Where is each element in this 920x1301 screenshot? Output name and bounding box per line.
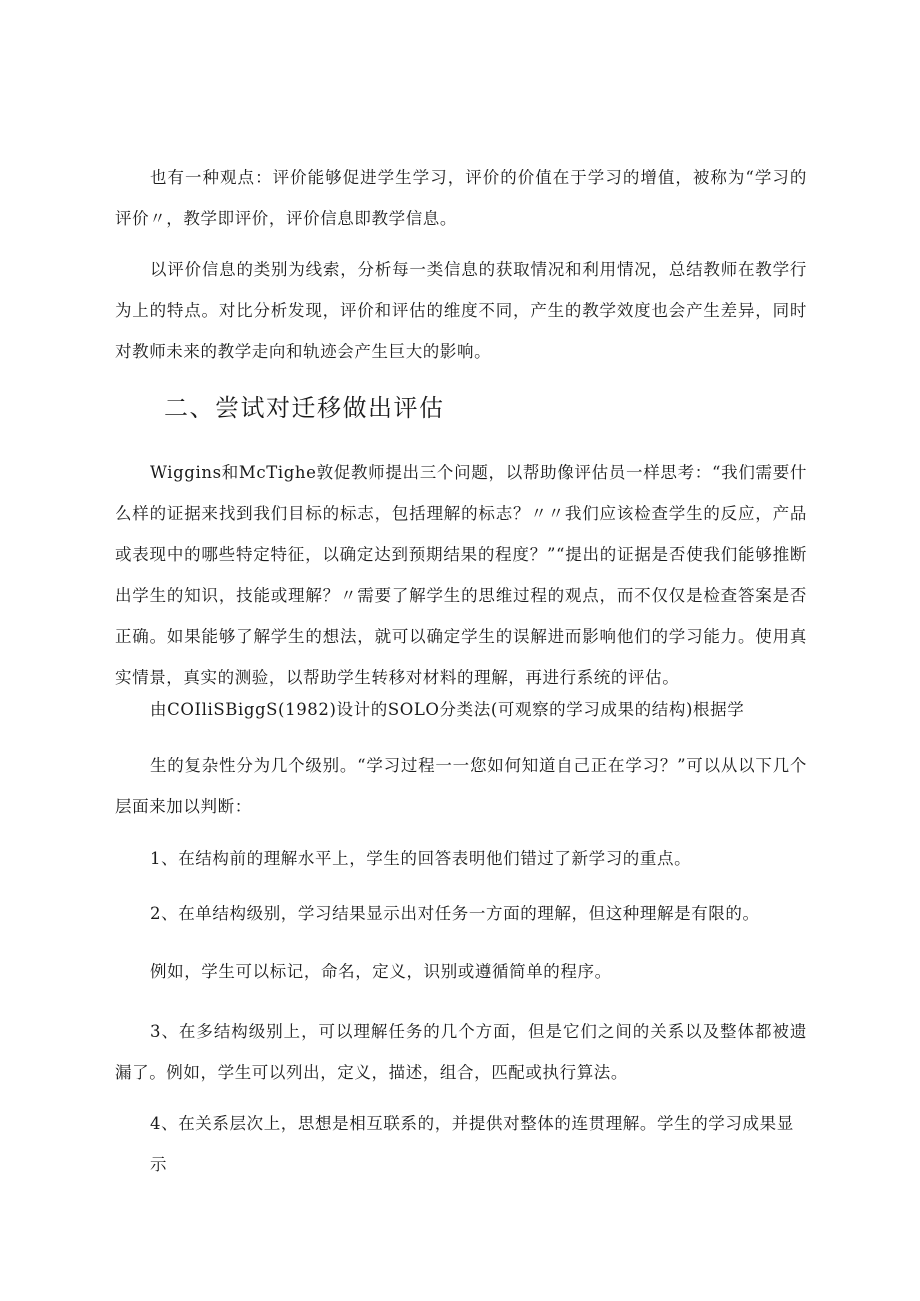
section-heading: 二、尝试对迁移做出评估: [164, 394, 445, 422]
paragraph-solo-levels: 生的复杂性分为几个级别。“学习过程一一您如何知道自己正在学习？”可以从以下几个层面来加以判断：: [115, 756, 807, 816]
paragraph-wiggins-mctighe: Wiggins和McTighe敦促教师提出三个问题，以帮助像评估员一样思考：“我们需要什么样的证据来找到我们目标的标志，包括理解的标志？〃〃我们应该检查学生的反应，产品或表现中的哪些特定特征，以确定达到预期结果的程度？”“提出的证据是否使我们能够推断出学生的知识，技能或理解？〃需要了解学生的思维过程的观点，而不仅仅是检查答案是否正确。如果能够了解学生的想法，就可以确定学生的误解进而影响他们的学习能力。使用真实情景，真实的测验，以帮助学生转移对材料的理解，再进行系统的评估。: [115, 463, 807, 687]
paragraph-evaluation-info: 以评价信息的类别为线索，分析每一类信息的获取情况和利用情况，总结教师在教学行为上的特点。对比分析发现，评价和评估的维度不同，产生的教学效度也会产生差异，同时对教师未来的教学走向和轨迹会产生巨大的影响。: [115, 260, 807, 361]
list-item-unistructural: 2、在单结构级别，学习结果显示出对任务一方面的理解，但这种理解是有限的。: [150, 904, 760, 923]
list-item-prestructural: 1、在结构前的理解水平上，学生的回答表明他们错过了新学习的重点。: [150, 849, 692, 868]
paragraph-learning-evaluation: 也有一种观点：评价能够促进学生学习，评价的价值在于学习的增值，被称为“学习的评价〃，教学即评价，评价信息即教学信息。: [115, 168, 807, 228]
list-item-multistructural: 3、在多结构级别上，可以理解任务的几个方面，但是它们之间的关系以及整体都被遗漏了。例如，学生可以列出，定义，描述，组合，匹配或执行算法。: [115, 1022, 807, 1082]
list-item-unistructural-example: 例如，学生可以标记，命名，定义，识别或遵循简单的程序。: [150, 962, 612, 981]
paragraph-solo-intro: 由COIliSBiggS(1982)设计的SOLO分类法(可观察的学习成果的结构)根据学: [150, 700, 745, 719]
list-item-relational: 4、在关系层次上，思想是相互联系的，并提供对整体的连贯理解。学生的学习成果显示: [150, 1114, 794, 1174]
